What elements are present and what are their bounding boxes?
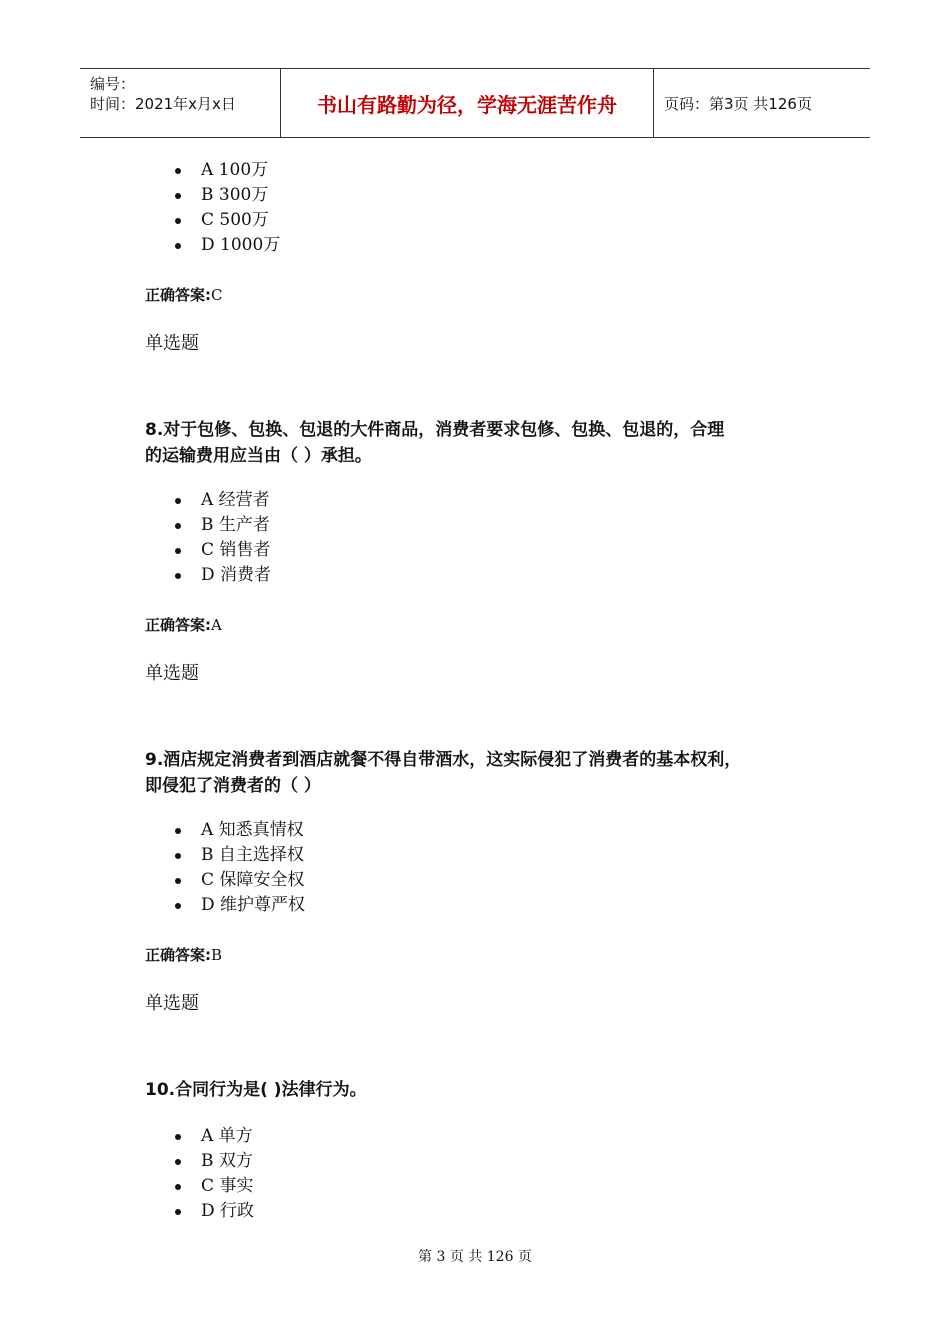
bullet-icon (175, 853, 181, 859)
bullet-icon (175, 168, 181, 174)
page-footer: 第 3 页 共 126 页 (418, 1249, 532, 1265)
option-item: B 双方 (175, 1149, 254, 1174)
option-item: C 保障安全权 (175, 868, 305, 893)
bullet-icon (175, 1159, 181, 1165)
bullet-icon (175, 1184, 181, 1190)
date-label: 时间：2021年x月x日 (90, 95, 236, 113)
header-page-cell (654, 69, 870, 137)
q7-options (175, 158, 280, 258)
q8-question: 8.对于包修、包换、包退的大件商品，消费者要求包修、包换、包退的，合理 的运输费用应当由（ ）承担。 (145, 420, 725, 466)
q8-options (175, 488, 271, 588)
option-item: A 100万 (175, 158, 280, 183)
header-meta-cell (80, 69, 281, 137)
q8-type: 单选题 (145, 663, 199, 684)
bullet-icon (175, 903, 181, 909)
bullet-icon (175, 1209, 181, 1215)
bullet-icon (175, 548, 181, 554)
option-item: D 1000万 (175, 233, 280, 258)
option-item: C 500万 (175, 208, 280, 233)
option-item: C 销售者 (175, 538, 271, 563)
option-item: B 生产者 (175, 513, 271, 538)
option-item: D 消费者 (175, 563, 271, 588)
option-item: C 事实 (175, 1174, 254, 1199)
option-item: A 经营者 (175, 488, 271, 513)
q9-options (175, 818, 305, 918)
page-header (80, 68, 870, 138)
q10-question: 10.合同行为是( )法律行为。 (145, 1080, 367, 1100)
option-item: D 行政 (175, 1199, 254, 1224)
bullet-icon (175, 1134, 181, 1140)
bullet-icon (175, 193, 181, 199)
bullet-icon (175, 498, 181, 504)
option-item: A 知悉真情权 (175, 818, 305, 843)
q9-type: 单选题 (145, 993, 199, 1014)
option-item: D 维护尊严权 (175, 893, 305, 918)
q9-answer: 正确答案:B (145, 946, 223, 964)
option-item: B 自主选择权 (175, 843, 305, 868)
bullet-icon (175, 573, 181, 579)
motto-text: 书山有路勤为径，学海无涯苦作舟 (317, 93, 617, 117)
option-item: A 单方 (175, 1124, 254, 1149)
q7-answer: 正确答案:C (145, 286, 223, 304)
q10-options (175, 1124, 254, 1224)
page-info: 页码：第3页 共126页 (664, 95, 812, 113)
q8-answer: 正确答案:A (145, 616, 222, 634)
bullet-icon (175, 828, 181, 834)
bullet-icon (175, 523, 181, 529)
number-label: 编号： (90, 75, 136, 93)
bullet-icon (175, 218, 181, 224)
header-motto-cell (281, 69, 654, 137)
option-item: B 300万 (175, 183, 280, 208)
bullet-icon (175, 243, 181, 249)
q7-type: 单选题 (145, 333, 199, 354)
q9-question: 9.酒店规定消费者到酒店就餐不得自带酒水，这实际侵犯了消费者的基本权利， 即侵犯了消费者的（ ） (145, 750, 742, 796)
bullet-icon (175, 878, 181, 884)
